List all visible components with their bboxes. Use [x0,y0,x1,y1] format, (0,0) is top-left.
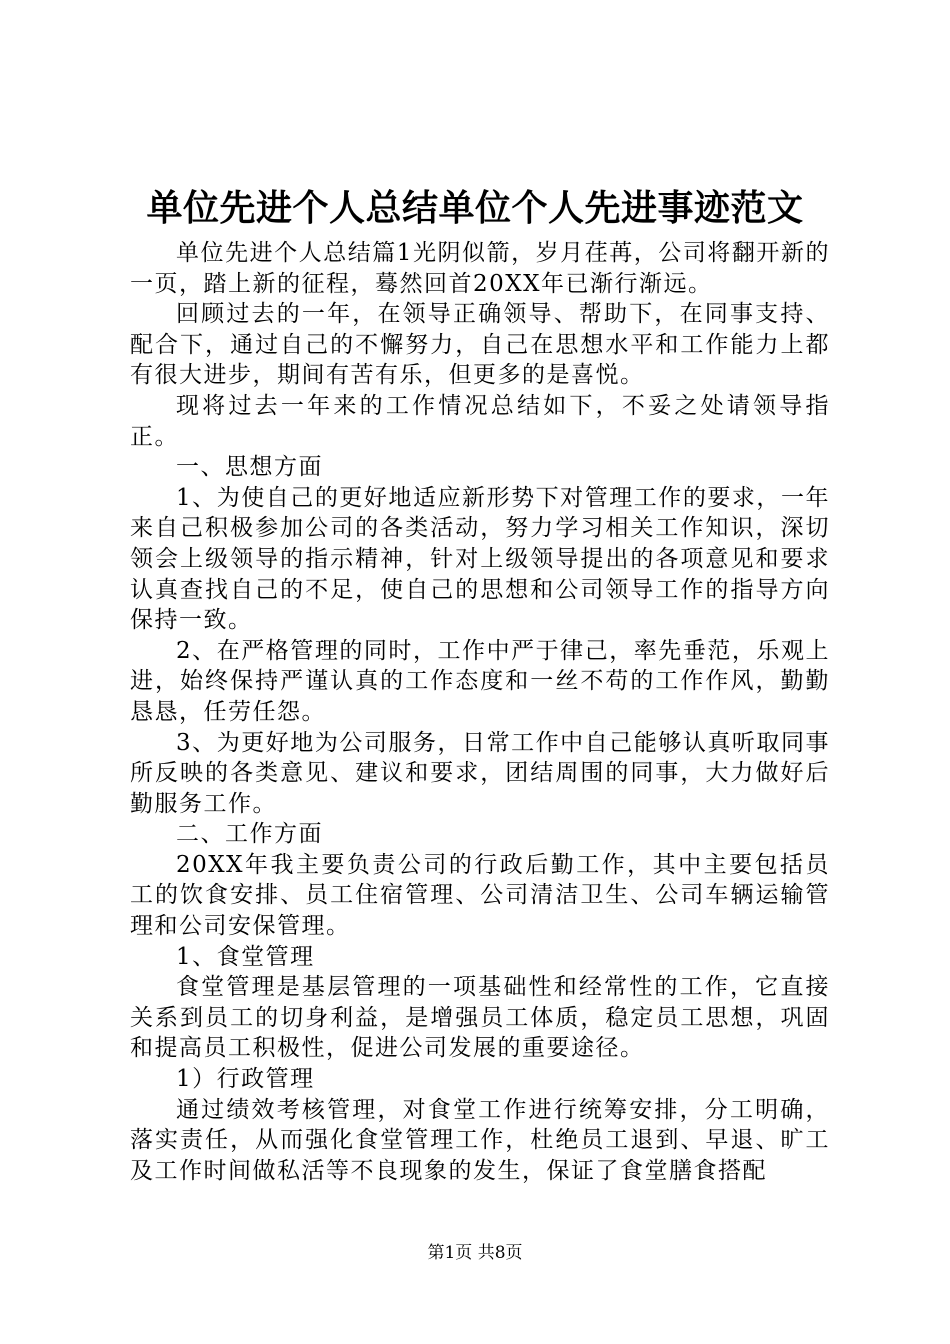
page-number: 第1页 共8页 [427,1243,523,1263]
subsection-heading: 1）行政管理 [176,1066,315,1093]
subsection-heading: 1、食堂管理 [176,943,315,970]
paragraph: 3、为更好地为公司服务，日常工作中自己能够认真听取同事所反映的各类意见、建议和要求，团结周围的同事，大力做好后勤服务工作。 [130,729,830,817]
document-title: 单位先进个人总结单位个人先进事迹范文 [146,187,804,229]
paragraph: 20XX年我主要负责公司的行政后勤工作，其中主要包括员工的饮食安排、员工住宿管理、公司清洁卫生、公司车辆运输管理和公司安保管理。 [130,851,830,940]
document-body [130,238,830,1186]
paragraph: 食堂管理是基层管理的一项基础性和经常性的工作，它直接关系到员工的切身利益，是增强员工体质，稳定员工思想，巩固和提高员工积极性，促进公司发展的重要途径。 [130,974,830,1062]
section-heading: 一、思想方面 [176,454,323,481]
paragraph: 现将过去一年来的工作情况总结如下，不妥之处请领导指正。 [130,392,830,450]
paragraph: 回顾过去的一年，在领导正确领导、帮助下，在同事支持、配合下，通过自己的不懈努力，自己在思想水平和工作能力上都有很大进步，期间有苦有乐，但更多的是喜悦。 [130,301,830,389]
paragraph: 2、在严格管理的同时，工作中严于律己，率先垂范，乐观上进，始终保持严谨认真的工作态度和一丝不苟的工作作风，勤勤恳恳，任劳任怨。 [130,637,830,725]
paragraph: 1、为使自己的更好地适应新形势下对管理工作的要求，一年来自己积极参加公司的各类活动，努力学习相关工作知识，深切领会上级领导的指示精神，针对上级领导提出的各项意见和要求认真查找自己的不足，使自己的思想和公司领导工作的指导方向保持一致。 [130,484,830,634]
section-heading: 二、工作方面 [176,821,323,848]
paragraph: 单位先进个人总结篇1光阴似箭，岁月荏苒，公司将翻开新的一页，踏上新的征程，蓦然回首20XX年已渐行渐远。 [130,240,830,297]
paragraph: 通过绩效考核管理，对食堂工作进行统筹安排，分工明确，落实责任，从而强化食堂管理工作，杜绝员工退到、早退、旷工及工作时间做私活等不良现象的发生，保证了食堂膳食搭配 [130,1096,830,1184]
